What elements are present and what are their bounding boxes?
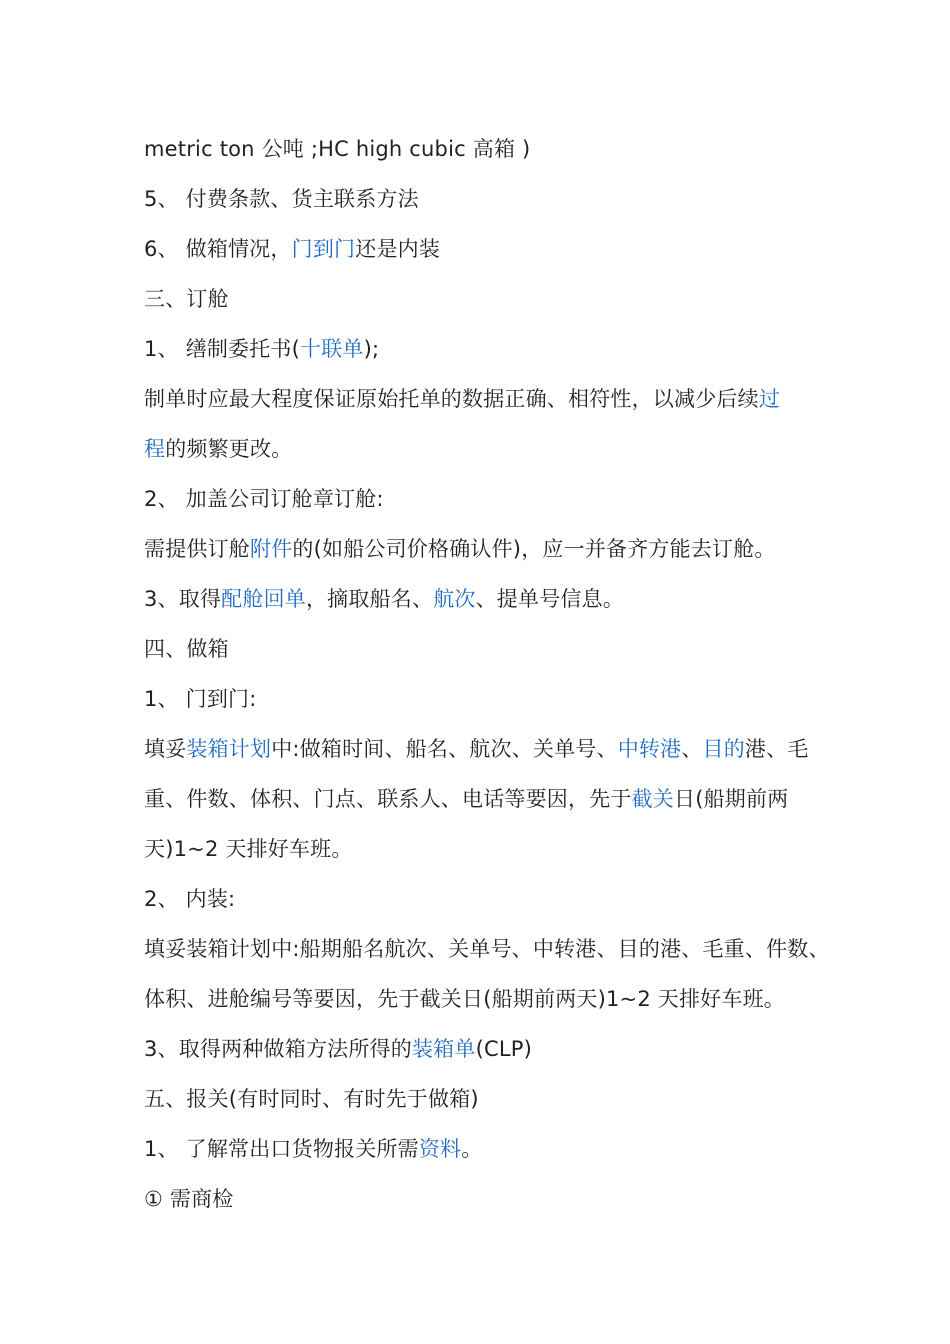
text-line (144, 724, 824, 774)
hyperlink[interactable]: 门到门 (291, 237, 356, 261)
text-segment: metric ton 公吨 ;HC high cubic 高箱 ) (144, 137, 531, 161)
text-segment: 、提单号信息。 (475, 587, 624, 611)
text-segment: 港、毛 (744, 737, 809, 761)
hyperlink[interactable]: 截关 (631, 787, 675, 811)
text-line (144, 1024, 824, 1074)
text-line (144, 924, 830, 974)
hyperlink[interactable]: 附件 (250, 537, 293, 561)
text-segment: 天)1~2 天排好车班。 (144, 837, 353, 861)
text-segment: 的频繁更改。 (165, 437, 293, 461)
text-line (144, 774, 824, 824)
text-segment: 5、 付费条款、货主联系方法 (144, 187, 419, 211)
text-segment: 1、 了解常出口货物报关所需 (144, 1137, 419, 1161)
text-segment: 填妥装箱计划中:船期船名航次、关单号、中转港、目的港、毛重、件数、 (144, 937, 830, 961)
text-segment: 、 (681, 737, 703, 761)
hyperlink[interactable]: 目的 (702, 737, 745, 761)
text-line (144, 1174, 824, 1224)
text-segment: 三、订舱 (144, 287, 229, 311)
text-segment: 6、 做箱情况， (144, 237, 292, 261)
hyperlink[interactable]: 十联单 (300, 337, 364, 361)
text-segment: ); (363, 337, 380, 361)
text-segment: 需提供订舱 (144, 537, 250, 561)
hyperlink[interactable]: 程 (144, 437, 166, 461)
text-line (144, 224, 824, 274)
text-segment: (CLP) (475, 1037, 532, 1061)
text-line (144, 574, 824, 624)
text-line (144, 974, 824, 1024)
text-line (144, 1074, 824, 1124)
text-line (144, 824, 824, 874)
text-segment: 3、取得两种做箱方法所得的 (144, 1037, 412, 1061)
hyperlink[interactable]: 中转港 (617, 737, 682, 761)
text-segment: 3、取得 (144, 587, 222, 611)
text-segment: 还是内装 (355, 237, 441, 261)
text-segment: 填妥 (144, 737, 187, 761)
hyperlink[interactable]: 配舱回单 (221, 587, 306, 611)
text-segment: 2、 加盖公司订舱章订舱: (144, 487, 384, 511)
hyperlink[interactable]: 过 (758, 387, 781, 411)
text-segment: 中:做箱时间、船名、航次、关单号、 (271, 737, 618, 761)
text-line (144, 424, 824, 474)
hyperlink[interactable]: 装箱计划 (186, 737, 272, 761)
text-line (144, 474, 824, 524)
text-segment: ，摘取船名、 (305, 587, 434, 611)
text-segment: 制单时应最大程度保证原始托单的数据正确、相符性，以减少后续 (144, 387, 759, 411)
text-line (144, 274, 824, 324)
text-line (144, 174, 824, 224)
hyperlink[interactable]: 装箱单 (411, 1037, 476, 1061)
text-segment: 日(船期前两 (674, 787, 789, 811)
text-segment: 。 (461, 1137, 483, 1161)
text-line (144, 524, 824, 574)
text-line (144, 624, 824, 674)
document-body (144, 124, 830, 1224)
text-line (144, 1124, 824, 1174)
text-line (144, 874, 824, 924)
text-segment: 1、 门到门: (144, 687, 257, 711)
text-segment: 五、报关(有时同时、有时先于做箱) (144, 1087, 479, 1111)
text-segment: 四、做箱 (144, 637, 229, 661)
text-segment: 1、 缮制委托书( (144, 337, 301, 361)
text-line (144, 324, 824, 374)
text-segment: 2、 内装: (144, 887, 236, 911)
text-line (144, 374, 824, 424)
hyperlink[interactable]: 航次 (433, 587, 476, 611)
text-line (144, 674, 824, 724)
text-line (144, 124, 824, 174)
text-segment: 重、件数、体积、门点、联系人、电话等要因，先于 (144, 787, 632, 811)
text-segment: 体积、进舱编号等要因，先于截关日(船期前两天)1~2 天排好车班。 (144, 987, 785, 1011)
hyperlink[interactable]: 资料 (418, 1137, 462, 1161)
text-segment: 的(如船公司价格确认件)，应一并备齐方能去订舱。 (292, 537, 776, 561)
text-segment: ① 需商检 (144, 1187, 234, 1211)
